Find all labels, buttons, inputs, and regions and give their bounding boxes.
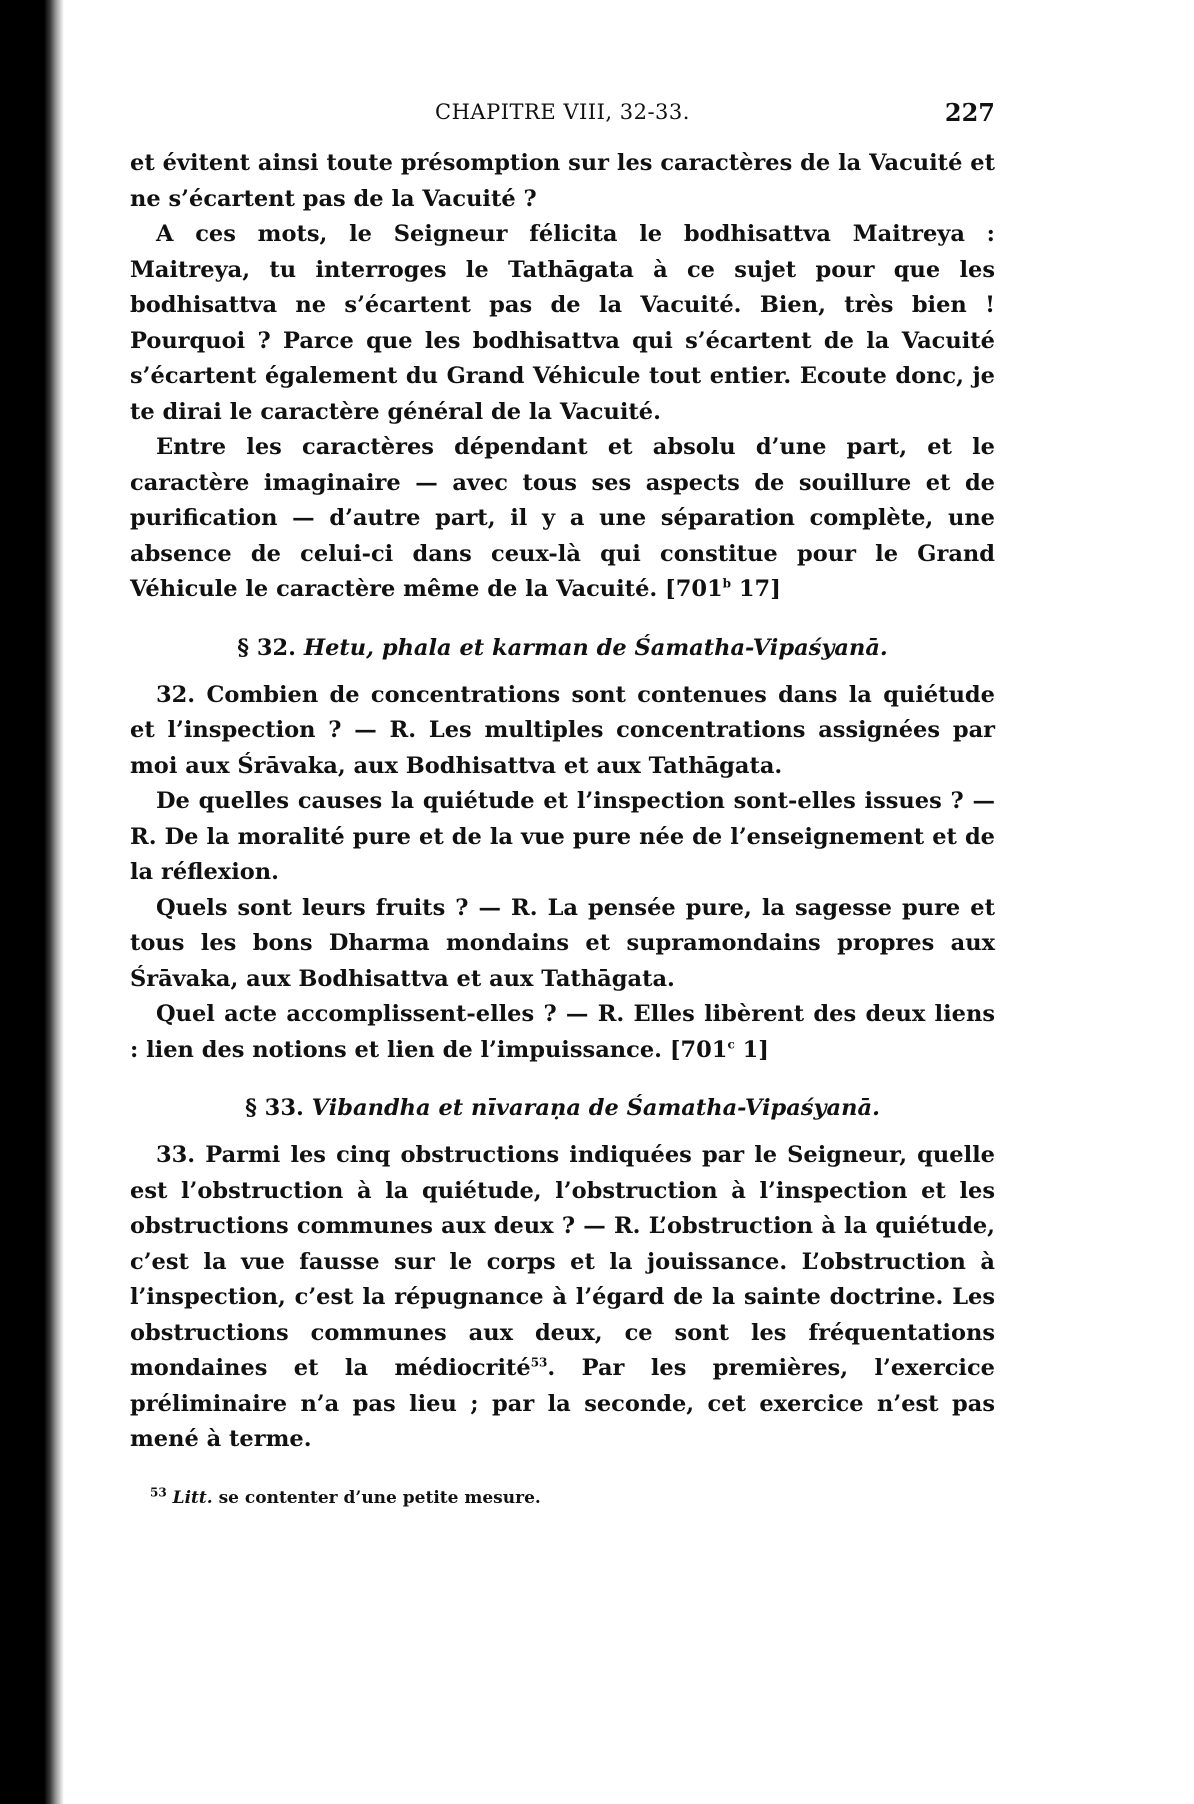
footnote-marker: 53	[530, 1355, 548, 1370]
section-number: § 32.	[237, 634, 296, 661]
page-number: 227	[944, 98, 995, 127]
paragraph: et évitent ainsi toute présomption sur les caractères de la Vacuité et ne s’écartent pas de la Vacuité ?	[130, 150, 995, 212]
section-title: Hetu, phala et karman de Śamatha-Vipaśyanā.	[303, 634, 888, 661]
reference-superscript: b	[722, 576, 732, 591]
paragraph: A ces mots, le Seigneur félicita le bodhisattva Maitreya : Maitreya, tu interroges le Tathāgata à ce sujet pour que les bodhisattva ne s’écartent pas de la Vacuité. Bien, très bien ! Pourquoi ? Parce que les bodhisattva qui s’écartent de la Vacuité s’écartent également du Grand Véhicule tout entier. Ecoute donc, je te dirai le caractère général de la Vacuité.	[130, 221, 995, 425]
section-title: Vibandha et nīvaraṇa de Śamatha-Vipaśyanā.	[311, 1095, 880, 1121]
paragraph-text: Parmi les cinq obstructions indiquées par le Seigneur, quelle est l’obstruction à la quiétude, l’obstruction à l’inspection et les obstructions communes aux deux ? — R. L’obstruction à la quiétude, c’est la vue fausse sur le corps et la jouissance. L’obstruction à l’inspection, c’est la répugnance à l’égard de la sainte doctrine. Les obstructions communes aux deux, ce sont les fréquentations mondaines et la médiocrité	[130, 1142, 995, 1381]
paragraph	[130, 997, 995, 1068]
footnote-text: se contenter d’une petite mesure.	[212, 1487, 541, 1508]
paragraph-text: Combien de concentrations sont contenues dans la quiétude et l’inspection ? — R. Les multiples concentrations assignées par moi aux Śrāvaka, aux Bodhisattva et aux Tathāgata.	[130, 681, 995, 779]
paragraph-text: Quel acte accomplissent-elles ? — R. Elles libèrent des deux liens : lien des notions et lien de l’impuissance. [701	[130, 1001, 995, 1063]
section-number: § 33.	[245, 1095, 304, 1121]
running-title: CHAPITRE VIII, 32-33.	[435, 100, 690, 124]
book-binding-shadow	[0, 0, 64, 1804]
paragraph	[130, 678, 995, 785]
section-heading-32	[130, 630, 995, 666]
footnote	[130, 1484, 995, 1508]
footnote-abbreviation: Litt.	[172, 1487, 213, 1508]
paragraph	[130, 1138, 995, 1458]
paragraph-number: 33.	[156, 1142, 196, 1168]
paragraph-text: Entre les caractères dépendant et absolu d’une part, et le caractère imaginaire — avec tous ses aspects de souillure et de purification — d’autre part, il y a une séparation complète, une absence de celui-ci dans ceux-là qui constitue pour le Grand Véhicule le caractère même de la Vacuité. [701	[130, 434, 995, 602]
reference-tail: 17]	[731, 576, 781, 602]
book-page	[130, 96, 995, 1508]
reference-superscript: c	[727, 1037, 735, 1051]
paragraph	[130, 430, 995, 608]
paragraph: De quelles causes la quiétude et l’inspection sont-elles issues ? — R. De la moralité pure et de la vue pure née de l’enseignement et de la réflexion.	[130, 788, 995, 885]
paragraph-number: 32.	[156, 681, 196, 708]
section-heading-33	[130, 1090, 995, 1126]
paragraph-text: . Par les premières, l’exercice préliminaire n’a pas lieu ; par la seconde, cet exercice n’est pas mené à terme.	[130, 1355, 995, 1452]
footnote-number: 53	[150, 1484, 167, 1499]
paragraph: Quels sont leurs fruits ? — R. La pensée pure, la sagesse pure et tous les bons Dharma mondains et supramondains propres aux Śrāvaka, aux Bodhisattva et aux Tathāgata.	[130, 894, 995, 992]
running-head	[130, 96, 995, 136]
reference-tail: 1]	[734, 1036, 769, 1063]
